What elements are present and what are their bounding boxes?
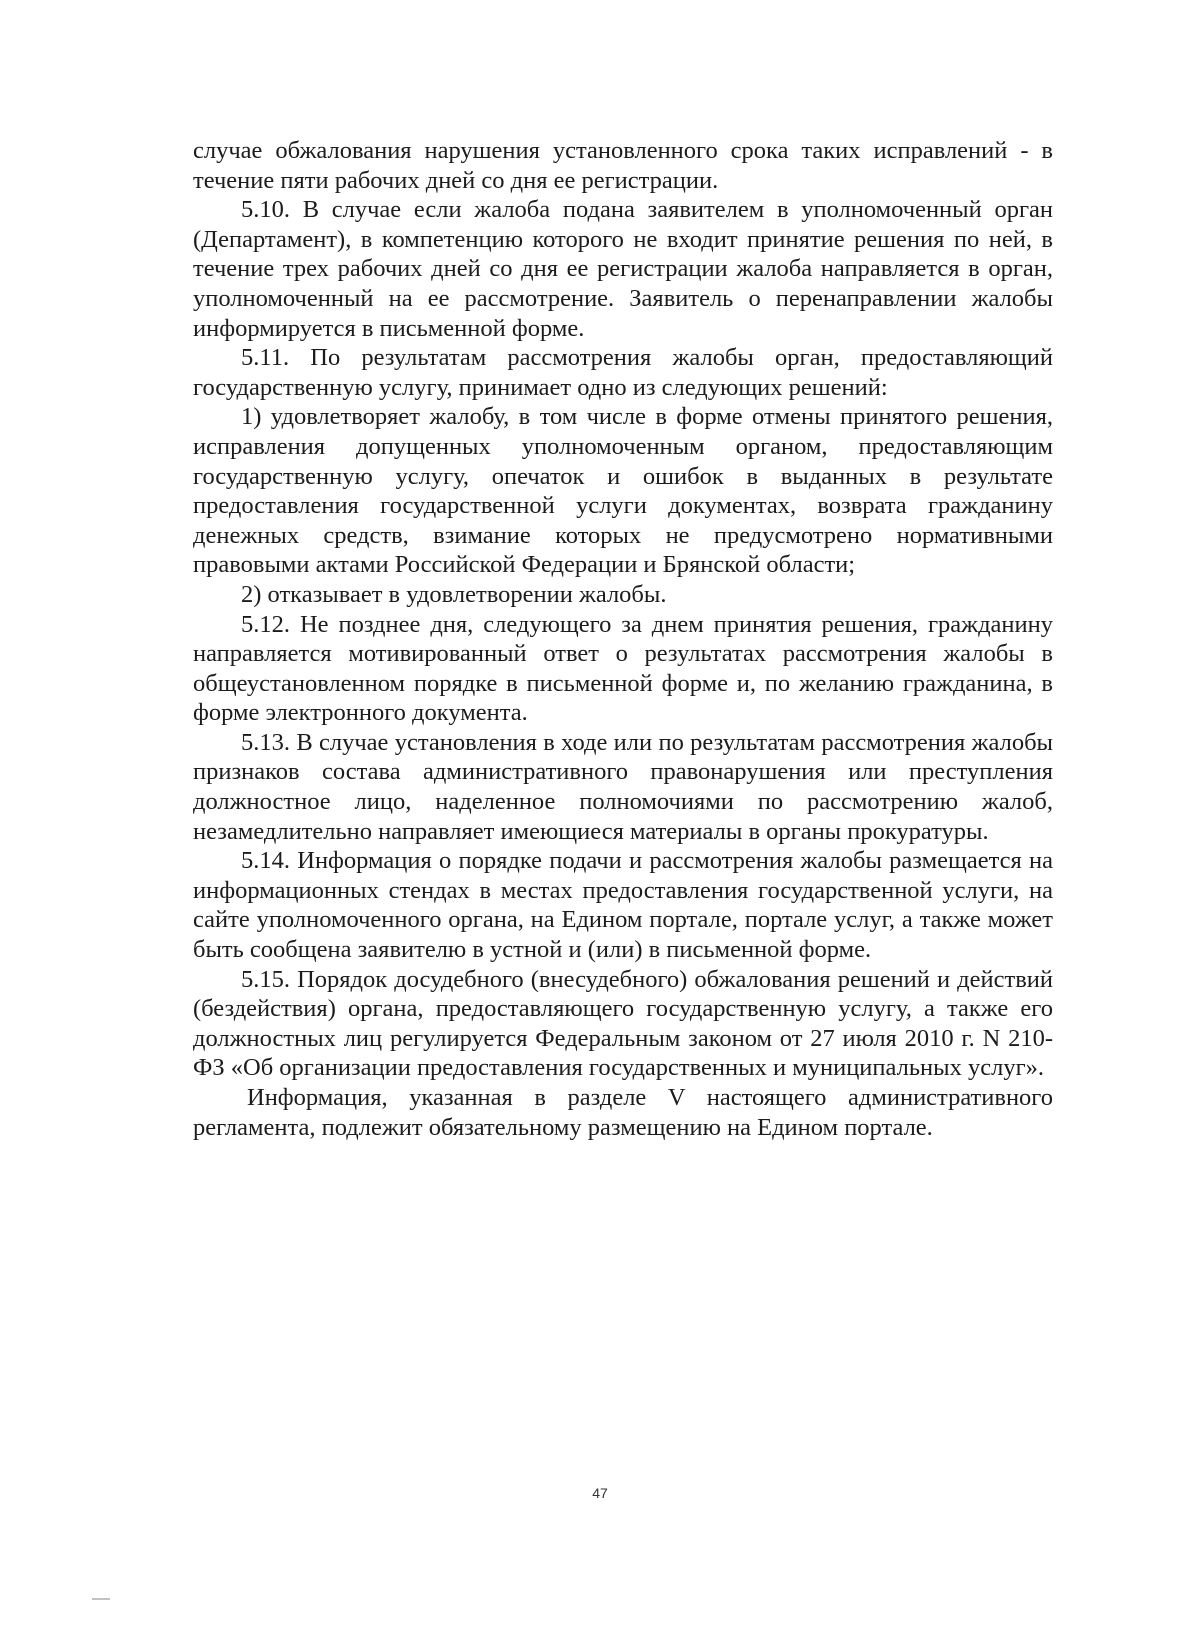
list-item-1: 1) удовлетворяет жалобу, в том числе в форме отмены принятого решения, исправления допущенных уполномоченным органом, предоставляющим государственную услугу, опечаток и ошибок в выданных в результате предоставления государственной услуги документах, возврата гражданину денежных средств, взимание которых не предусмотрено нормативными правовыми актами Российской Федерации и Брянской области; (193, 403, 1053, 579)
scan-artifact (92, 1598, 110, 1600)
paragraph-5-11: 5.11. По результатам рассмотрения жалобы орган, предоставляющий государственную услугу, принимает одно из следующих решений: (193, 344, 1053, 401)
paragraph-continuation: случае обжалования нарушения установленного срока таких исправлений - в течение пяти рабочих дней со дня ее регистрации. (193, 137, 1053, 194)
paragraph-5-15: 5.15. Порядок досудебного (внесудебного) обжалования решений и действий (бездействия) органа, предоставляющего государственную услугу, а также его должностных лиц регулируется Федеральным законом от 27 июля 2010 г. N 210-ФЗ «Об организации предоставления государственных и муниципальных услуг». (193, 965, 1053, 1082)
paragraph-5-13: 5.13. В случае установления в ходе или по результатам рассмотрения жалобы признаков состава административного правонарушения или преступления должностное лицо, наделенное полномочиями по рассмотрению жалоб, незамедлительно направляет имеющиеся материалы в органы прокуратуры. (193, 728, 1053, 845)
paragraph-5-12: 5.12. Не позднее дня, следующего за днем принятия решения, гражданину направляется мотивированный ответ о результатах рассмотрения жалобы в общеустановленном порядке в письменной форме и, по желанию гражданина, в форме электронного документа. (193, 610, 1053, 727)
paragraph-5-10: 5.10. В случае если жалоба подана заявителем в уполномоченный орган (Департамент), в компетенцию которого не входит принятие решения по ней, в течение трех рабочих дней со дня ее регистрации жалоба направляется в орган, уполномоченный на ее рассмотрение. Заявитель о перенаправлении жалобы информируется в письменной форме. (193, 196, 1053, 342)
paragraph-final-note: Информация, указанная в разделе V настоящего административного регламента, подлежит обязательному размещению на Едином портале. (193, 1084, 1053, 1141)
list-item-2: 2) отказывает в удовлетворении жалобы. (241, 580, 667, 608)
document-body (193, 136, 1053, 1142)
page-number: 47 (592, 1485, 608, 1501)
paragraph-5-14: 5.14. Информация о порядке подачи и рассмотрения жалобы размещается на информационных стендах в местах предоставления государственной услуги, на сайте уполномоченного органа, на Едином портале, портале услуг, а также может быть сообщена заявителю в устной и (или) в письменной форме. (193, 847, 1053, 964)
